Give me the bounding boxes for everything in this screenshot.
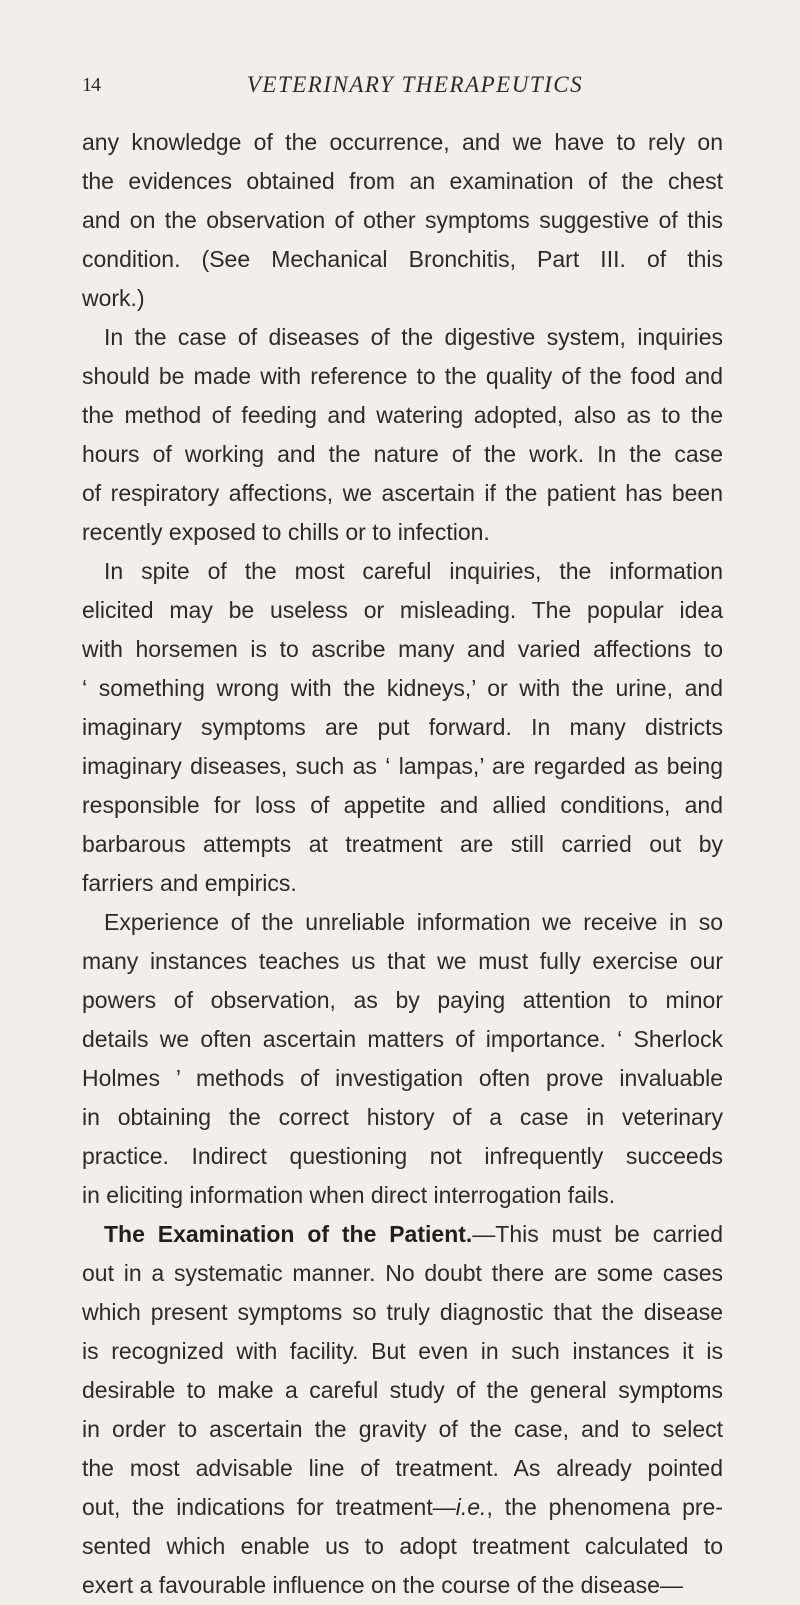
text-line: is recognized with facility. But even in such instances it is xyxy=(82,1338,723,1364)
text-line: in obtaining the correct history of a case in veterinary xyxy=(82,1104,723,1130)
text-line: exert a favourable influence on the course of the disease— xyxy=(82,1572,683,1598)
page-number: 14 xyxy=(82,74,100,96)
italic-abbreviation: i.e. xyxy=(455,1494,487,1520)
text-line: In spite of the most careful inquiries, the information xyxy=(104,558,723,584)
text-line: farriers and empirics. xyxy=(82,870,297,896)
text-line: and on the observation of other symptoms suggestive of this xyxy=(82,207,723,233)
section-heading-line xyxy=(82,1215,723,1254)
text-line: in order to ascertain the gravity of the case, and to select xyxy=(82,1416,723,1442)
text-line: powers of observation, as by paying attention to minor xyxy=(82,987,723,1013)
text-line: the method of feeding and watering adopted, also as to the xyxy=(82,402,723,428)
text-line: details we often ascertain matters of importance. ‘ Sherlock xyxy=(82,1026,723,1052)
text-line: the evidences obtained from an examination of the chest xyxy=(82,168,723,194)
text-line: imaginary symptoms are put forward. In many districts xyxy=(82,714,723,740)
text-line: which present symptoms so truly diagnostic that the disease xyxy=(82,1299,723,1325)
text-line: many instances teaches us that we must fully exercise our xyxy=(82,948,723,974)
text-line: Experience of the unreliable information we receive in so xyxy=(104,909,723,935)
text-line: out in a systematic manner. No doubt there are some cases xyxy=(82,1260,723,1286)
text-run: —This must be carried xyxy=(472,1221,723,1247)
text-line: of respiratory affections, we ascertain if the patient has been xyxy=(82,480,723,506)
text-line: in eliciting information when direct interrogation fails. xyxy=(82,1182,616,1208)
text-line: practice. Indirect questioning not infrequently succeeds xyxy=(82,1143,723,1169)
text-line: responsible for loss of appetite and allied conditions, and xyxy=(82,792,723,818)
text-line: condition. (See Mechanical Bronchitis, Part III. of this xyxy=(82,246,723,272)
section-heading: The Examination of the Patient. xyxy=(104,1221,473,1247)
text-run: out, the indications for treatment— xyxy=(82,1494,456,1520)
text-line: work.) xyxy=(82,285,145,311)
text-line: should be made with reference to the quality of the food and xyxy=(82,363,723,389)
text-line: sented which enable us to adopt treatment calculated to xyxy=(82,1533,723,1559)
text-line: In the case of diseases of the digestive system, inquiries xyxy=(104,324,723,350)
text-line-with-italic xyxy=(82,1488,723,1527)
text-line: the most advisable line of treatment. As already pointed xyxy=(82,1455,723,1481)
text-line: any knowledge of the occurrence, and we have to rely on xyxy=(82,129,723,155)
text-line: ‘ something wrong with the kidneys,’ or with the urine, and xyxy=(82,675,723,701)
text-line: barbarous attempts at treatment are still carried out by xyxy=(82,831,723,857)
body-text xyxy=(82,123,723,1605)
text-line: hours of working and the nature of the work. In the case xyxy=(82,441,723,467)
text-line: recently exposed to chills or to infection. xyxy=(82,519,490,545)
text-line: Holmes ’ methods of investigation often prove invaluable xyxy=(82,1065,723,1091)
text-line: with horsemen is to ascribe many and varied affections to xyxy=(82,636,723,662)
text-line: elicited may be useless or misleading. The popular idea xyxy=(82,597,723,623)
text-line: imaginary diseases, such as ‘ lampas,’ are regarded as being xyxy=(82,753,723,779)
text-run: , the phenomena pre- xyxy=(486,1494,723,1520)
text-line: desirable to make a careful study of the general symptoms xyxy=(82,1377,723,1403)
running-head: VETERINARY THERAPEUTICS xyxy=(246,72,584,97)
